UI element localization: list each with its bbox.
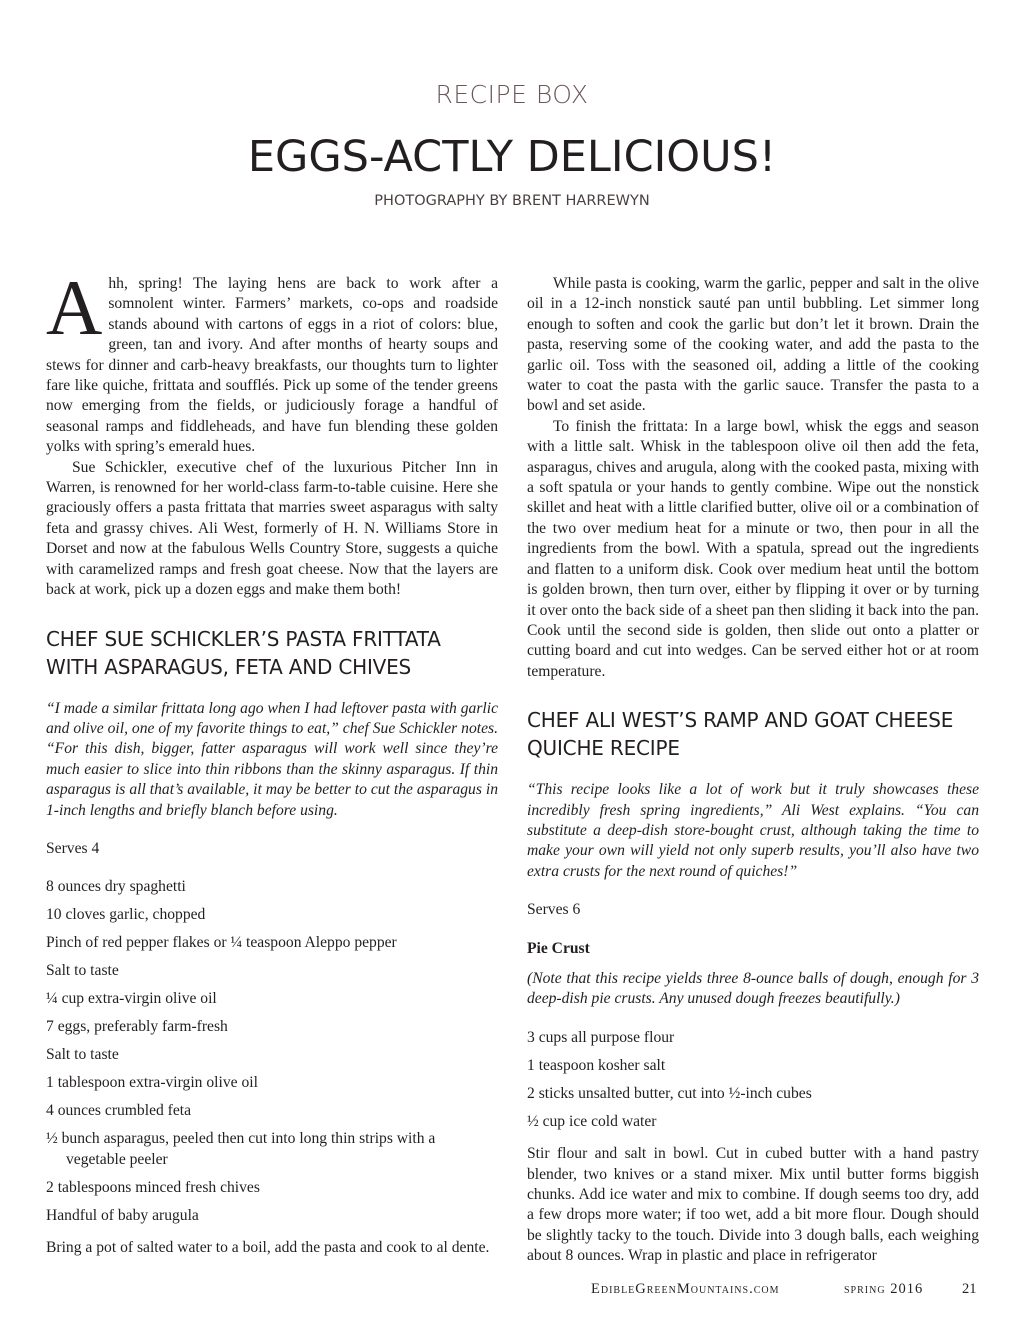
crust-note: (Note that this recipe yields three 8-ounce balls of dough, enough for 3 deep-dish pie crusts. Any unused dough freezes beautifully.) xyxy=(527,969,979,1008)
chef-quote: “I made a similar frittata long ago when I had leftover pasta with garlic and olive oil, one of my favorite things to eat,” chef Sue Schickler notes. “For this dish, bigger, fatter asparagus will work well since they’re much easier to slice into thin ribbons than the skinny asparagus. If thin asparagus is all that’s available, it may be better to cut the asparagus in 1-inch lengths and briefly blanch before using. xyxy=(46,699,498,819)
ingredient: 2 sticks unsalted butter, cut into ½-inch cubes xyxy=(527,1084,812,1102)
ingredient: 1 teaspoon kosher salt xyxy=(527,1056,666,1074)
recipe-step: Stir flour and salt in bowl. Cut in cubed butter with a hand pastry blender, two knives or a stand mixer. Mix until butter forms biggish chunks. Add ice water and mix to combine. If dough seems too dry, add a few drops more water; if too wet, add a bit more flour. Dough should be slightly tacky to the touch. Divide into 3 dough balls, each weighing about 8 ounces. Wrap in plastic and place in refrigerator xyxy=(527,1145,979,1265)
intro-text: hh, spring! The laying hens are back to work after a somnolent winter. Farmers’ markets, co-ops and roadside stands abound with cartons of eggs in a riot of colors: blue, green, tan and ivory. And after months of hearty soups and stews for dinner and carb-heavy breakfasts, our thoughts turn to lighter fare like quiche, frittata and soufflés. Pick up some of the tender greens now emerging from the fields, or judiciously forage a handful of seasonal ramps and fiddleheads, and have fun blending these golden yolks with spring’s emerald hues. xyxy=(46,275,498,456)
recipe-title: CHEF ALI WEST’S RAMP AND GOAT CHEESE QUICHE RECIPE xyxy=(527,708,954,761)
recipe-step: While pasta is cooking, warm the garlic, pepper and salt in the olive oil in a 12-inch nonstick sauté pan until bubbling. Let simmer long enough to soften and cook the garlic but don’t let it brown. Drain the pasta, reserving some of the cooking water, and add the pasta to the garlic oil. Toss with the seasoned oil, adding a little of the cooking water to coat the pasta with the garlic sauce. Transfer the pasta to a bowl and set aside. xyxy=(527,275,979,415)
drop-cap: A xyxy=(46,264,103,351)
ingredient: 4 ounces crumbled feta xyxy=(46,1102,192,1120)
ingredient: 1 tablespoon extra-virgin olive oil xyxy=(46,1074,258,1092)
ingredient: Pinch of red pepper flakes or ¼ teaspoon Aleppo pepper xyxy=(46,934,397,952)
serves: Serves 4 xyxy=(46,839,100,857)
ingredient: ¼ cup extra-virgin olive oil xyxy=(46,990,217,1008)
chef-quote: “This recipe looks like a lot of work but it truly showcases these incredibly fresh spring ingredients,” Ali West explains. “You can substitute a deep-dish store-bought crust, although taking the time to make your own will yield not only superb results, you’ll also have two extra crusts for the next round of quiches!” xyxy=(527,781,979,880)
ingredient: 8 ounces dry spaghetti xyxy=(46,878,186,896)
footer-issue: spring 2016 xyxy=(844,1281,924,1297)
section-kicker: RECIPE BOX xyxy=(435,80,589,109)
subheading: Pie Crust xyxy=(527,939,590,957)
right-column xyxy=(527,274,979,1267)
intro-paragraph-2: Sue Schickler, executive chef of the luxurious Pitcher Inn in Warren, is renowned for her world-class farm-to-table cuisine. Here she graciously offers a pasta frittata that marries sweet asparagus with salty feta and grassy chives. Ali West, formerly of H. N. Williams Store in Dorset and now at the fabulous Wells Country Store, suggests a quiche with caramelized ramps and fresh goat cheese. Now that the layers are back at work, pick up a dozen eggs and make them both! xyxy=(46,458,498,599)
ingredient: ½ cup ice cold water xyxy=(527,1112,657,1130)
ingredient: Salt to taste xyxy=(46,962,119,980)
footer-site: EdibleGreenMountains.com xyxy=(591,1281,780,1297)
left-column xyxy=(46,264,498,1259)
ingredient: 2 tablespoons minced fresh chives xyxy=(46,1178,260,1196)
recipe-title: CHEF SUE SCHICKLER’S PASTA FRITTATA WITH ASPARAGUS, FETA AND CHIVES xyxy=(46,626,441,679)
ingredient: Salt to taste xyxy=(46,1046,119,1064)
photo-credit: PHOTOGRAPHY BY BRENT HARREWYN xyxy=(374,193,650,209)
ingredient: 10 cloves garlic, chopped xyxy=(46,906,206,924)
intro-paragraph xyxy=(46,264,498,458)
recipe-step: Bring a pot of salted water to a boil, add the pasta and cook to al dente. xyxy=(46,1239,490,1257)
ingredient: 3 cups all purpose flour xyxy=(527,1028,675,1046)
serves: Serves 6 xyxy=(527,901,581,919)
page-footer xyxy=(0,1281,1024,1305)
article-title: EGGS-ACTLY DELICIOUS! xyxy=(247,132,777,182)
ingredient: Handful of baby arugula xyxy=(46,1206,199,1224)
recipe-step: To finish the frittata: In a large bowl, whisk the eggs and season with a little salt. Whisk in the tablespoon olive oil then add the feta, asparagus, chives and arugula, along with the cooked pasta, mixing with a soft spatula or your hands to gently combine. Wipe out the nonstick skillet and heat with a little clarified butter, olive oil or a combination of the two over medium heat for a minute or two, then pour in all the ingredients from the bowl. With a spatula, spread out the ingredients and flatten to a uniform disk. Cook over medium heat until the bottom is golden brown, then turn over, either by flipping it over or by turning it over onto the back side of a sheet pan then sliding it back into the pan. Cook until the second side is golden, then slide out onto a platter or cutting board and cut into wedges. Can be served either hot or at room temperature. xyxy=(527,417,979,680)
ingredient: ½ bunch asparagus, peeled then cut into long thin strips with a vegetable peeler xyxy=(46,1130,436,1168)
page-number: 21 xyxy=(962,1281,977,1297)
ingredient: 7 eggs, preferably farm-fresh xyxy=(46,1018,228,1036)
